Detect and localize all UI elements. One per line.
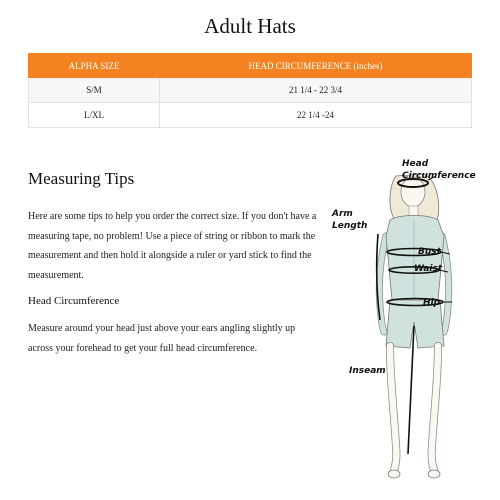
head-circumference-heading: Head Circumference xyxy=(28,295,120,307)
left-leg-fill xyxy=(390,346,396,470)
alpha-size-cell: S/M xyxy=(29,78,160,103)
alpha-size-header: ALPHA SIZE xyxy=(29,54,160,78)
head-circumference-header: HEAD CIRCUMFERENCE (inches) xyxy=(160,54,472,78)
head-circumference-cell: 21 1/4 - 22 3/4 xyxy=(160,78,472,103)
head-circumference-cell: 22 1/4 -24 xyxy=(160,103,472,128)
head-circumference-text: Measure around your head just above your ears angling slightly up across your forehead to get your full head circumference. xyxy=(28,323,296,354)
measuring-tips-heading: Measuring Tips xyxy=(28,169,135,188)
arm-length-label-line1: Arm xyxy=(332,209,353,219)
hip-label: Hip xyxy=(423,298,441,308)
right-foot-shape xyxy=(428,470,440,478)
neck-shape xyxy=(409,206,418,216)
table-row xyxy=(29,103,472,128)
waist-label: Waist xyxy=(414,264,443,274)
measuring-tips-text: Here are some tips to help you order the correct size. If you don't have a measuring tape, no problem! Use a piece of string or ribbon to mark the measurement and then hold it alongside a ruler or yard stick to find the measurement. xyxy=(28,211,317,281)
table-header-row xyxy=(29,54,472,78)
inseam-label: Inseam xyxy=(349,366,386,376)
head-label-line1: Head xyxy=(402,159,429,169)
arm-length-label-line2: Length xyxy=(332,221,368,231)
bust-label: Bust xyxy=(418,247,441,257)
body-measurement-illustration xyxy=(320,150,500,495)
measurement-figure xyxy=(320,150,500,495)
face-shape xyxy=(401,177,425,207)
head-label-line2: Circumference xyxy=(402,171,476,181)
alpha-size-cell: L/XL xyxy=(29,103,160,128)
left-foot-shape xyxy=(388,470,400,478)
right-leg-fill xyxy=(432,346,438,470)
shirt-shape xyxy=(386,216,444,301)
table-row xyxy=(29,78,472,103)
page-title: Adult Hats xyxy=(204,14,296,38)
size-chart-table xyxy=(28,53,472,128)
